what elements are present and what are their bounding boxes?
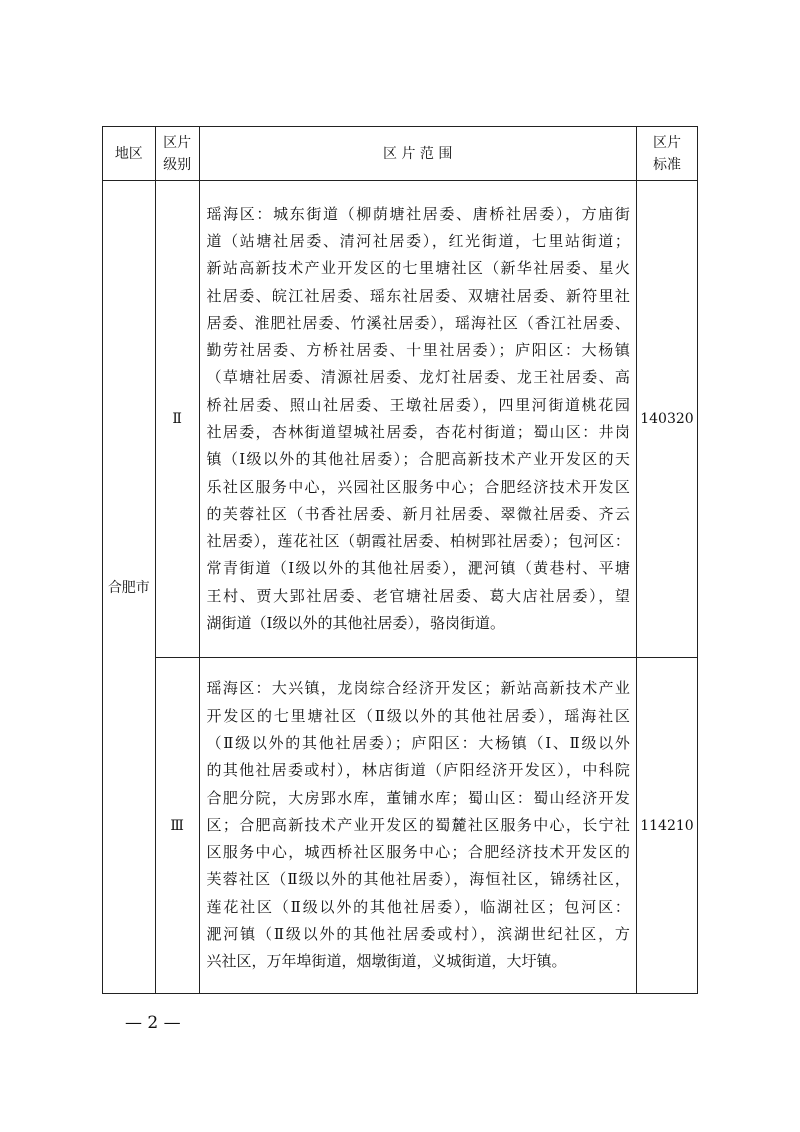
standard-cell: 140320 <box>636 181 697 658</box>
header-standard-line: 标准 <box>652 156 681 173</box>
scope-text-line: 桥社居委、照山社居委、王墩社居委），四里河街道桃花园 <box>206 395 630 414</box>
scope-cell <box>199 181 636 658</box>
scope-text-line: （Ⅱ级以外的其他社居委）；庐阳区：大杨镇（I、Ⅱ级以外 <box>206 733 630 752</box>
header-region: 地区 <box>103 127 156 181</box>
scope-text-line: 兴社区，万年埠街道，烟墩街道，义城街道，大圩镇。 <box>206 952 567 971</box>
scope-text-line: 社居委、皖江社居委、瑶东社居委、双塘社居委、新符里社 <box>206 286 630 305</box>
scope-text-line: 的芙蓉社区（书香社居委、新月社居委、翠微社居委、齐云 <box>206 504 630 523</box>
scope-text-line: 瑶海区：城东街道（柳荫塘社居委、唐桥社居委），方庙街 <box>206 204 630 223</box>
scope-text-line: 瑶海区：大兴镇，龙岗综合经济开发区；新站高新技术产业 <box>206 679 630 698</box>
region-cell: 合肥市 <box>103 181 156 994</box>
header-level-line: 级别 <box>163 156 192 173</box>
scope-text-line: 居委、淮肥社居委、竹溪社居委），瑶海社区（香江社居委、 <box>206 313 630 332</box>
scope-text-line: 区服务中心，城西桥社区服务中心；合肥经济技术开发区的 <box>206 843 630 862</box>
level-cell: Ⅲ <box>155 658 199 994</box>
header-level <box>155 127 199 181</box>
scope-text-line: 芙蓉社区（Ⅱ级以外的其他社居委），海恒社区，锦绣社区， <box>206 870 630 889</box>
scope-text-line: 社居委，杏林街道望城社居委，杏花村街道；蜀山区：井岗 <box>206 423 630 441</box>
scope-text-line: 镇（I级以外的其他社居委）；合肥高新技术产业开发区的天 <box>206 450 630 469</box>
land-price-zone-table <box>102 126 698 994</box>
header-standard <box>636 127 697 181</box>
scope-text-line: 社居委），莲花社区（朝霞社居委、柏树郢社居委）；包河区： <box>206 532 630 551</box>
scope-text-line: 常青街道（I级以外的其他社居委），淝河镇（黄巷村、平塘 <box>206 559 630 578</box>
scope-text-line: 道（站塘社居委、清河社居委），红光街道，七里站街道； <box>206 231 630 250</box>
scope-text-line: 莲花社区（Ⅱ级以外的其他社居委），临湖社区；包河区： <box>206 897 630 916</box>
page-number: — 2 — <box>125 1013 181 1033</box>
header-level-line: 区片 <box>163 134 192 151</box>
table-header-row <box>103 127 698 181</box>
table-row <box>103 658 698 994</box>
header-scope: 区 片 范 围 <box>199 127 636 181</box>
header-standard-line: 区片 <box>652 134 681 151</box>
scope-cell <box>199 658 636 994</box>
scope-text-line: 乐社区服务中心，兴园社区服务中心；合肥经济技术开发区 <box>206 477 630 496</box>
level-cell: Ⅱ <box>155 181 199 658</box>
scope-text-line: （草塘社居委、清源社居委、龙灯社居委、龙王社居委、高 <box>206 368 630 387</box>
scope-text-line: 新站高新技术产业开发区的七里塘社区（新华社居委、星火 <box>206 259 630 278</box>
scope-text-line: 王村、贾大郢社居委、老官塘社居委、葛大店社居委），望 <box>206 586 630 605</box>
scope-text-line: 开发区的七里塘社区（Ⅱ级以外的其他社居委），瑶海社区 <box>206 706 630 725</box>
scope-text-line: 区；合肥高新技术产业开发区的蜀麓社区服务中心，长宁社 <box>206 815 630 834</box>
scope-text-line: 湖街道（I级以外的其他社居委），骆岗街道。 <box>206 614 505 633</box>
scope-text-line: 合肥分院，大房郢水库，董铺水库；蜀山区：蜀山经济开发 <box>206 788 630 807</box>
scope-text-line: 的其他社居委或村），林店街道（庐阳经济开发区），中科院 <box>206 761 630 780</box>
scope-text-line: 勤劳社居委、方桥社居委、十里社居委）；庐阳区：大杨镇 <box>206 341 630 360</box>
standard-cell: 114210 <box>636 658 697 994</box>
scope-text-line: 淝河镇（Ⅱ级以外的其他社居委或村），滨湖世纪社区，方 <box>206 925 630 944</box>
table-row <box>103 181 698 658</box>
